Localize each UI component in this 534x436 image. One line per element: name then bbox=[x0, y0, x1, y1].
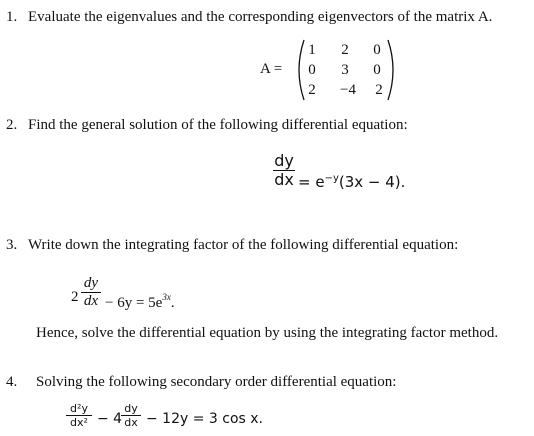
numerator: d²y bbox=[70, 402, 88, 415]
middle-term: − 4 bbox=[97, 411, 123, 427]
matrix-cell: 0 bbox=[308, 62, 316, 78]
followup-text: Hence, solve the differential equation by using the integrating factor method. bbox=[36, 325, 499, 341]
question-4 bbox=[0, 364, 534, 436]
denominator: dx bbox=[83, 293, 99, 309]
question-text: Evaluate the eigenvalues and the corresponding eigenvectors of the matrix A. bbox=[28, 9, 493, 25]
exponent: 3x bbox=[162, 292, 171, 302]
fraction-dy-dx bbox=[81, 276, 101, 309]
denominator: dx bbox=[274, 170, 294, 189]
question-number: 3. bbox=[6, 237, 18, 253]
question-number: 1. bbox=[6, 9, 18, 25]
question-text: Find the general solution of the following differential equation: bbox=[28, 117, 408, 133]
matrix-cell: 2 bbox=[341, 42, 349, 58]
matrix-label: A = bbox=[260, 61, 283, 77]
matrix-cell: 1 bbox=[308, 42, 316, 58]
denominator: dx bbox=[124, 416, 138, 429]
fraction-d2y-dx2 bbox=[66, 403, 92, 428]
rhs-part: (3x − 4). bbox=[338, 173, 406, 191]
rhs-part: . bbox=[170, 295, 175, 311]
numerator: dy bbox=[83, 275, 99, 291]
equation-rhs bbox=[298, 170, 405, 191]
matrix-cell: 0 bbox=[373, 42, 381, 58]
question-1 bbox=[0, 0, 534, 110]
equation-rhs: − 12y = 3 cos x. bbox=[146, 411, 264, 427]
matrix-cell: 0 bbox=[373, 62, 381, 78]
question-text: Solving the following secondary order differential equation: bbox=[36, 374, 397, 390]
matrix-cell: 2 bbox=[308, 82, 316, 98]
fraction-dy-dx bbox=[273, 153, 295, 188]
equation-rhs bbox=[105, 288, 175, 312]
numerator: dy bbox=[274, 151, 294, 170]
question-3 bbox=[0, 230, 534, 350]
rhs-part: = e bbox=[298, 173, 325, 191]
matrix-cell: 3 bbox=[341, 62, 349, 78]
question-text: Write down the integrating factor of the following differential equation: bbox=[28, 237, 459, 253]
coefficient: 2 bbox=[71, 289, 79, 305]
denominator: dx² bbox=[70, 416, 88, 429]
numerator: dy bbox=[124, 402, 138, 415]
matrix-cell: 2 bbox=[375, 82, 383, 98]
fraction-dy-dx bbox=[121, 403, 141, 428]
question-number: 4. bbox=[6, 374, 18, 390]
question-number: 2. bbox=[6, 117, 18, 133]
rhs-part: − 6y = 5e bbox=[105, 295, 163, 311]
exponent: −y bbox=[324, 173, 339, 184]
matrix-cell: −4 bbox=[340, 82, 356, 98]
question-2 bbox=[0, 110, 534, 220]
